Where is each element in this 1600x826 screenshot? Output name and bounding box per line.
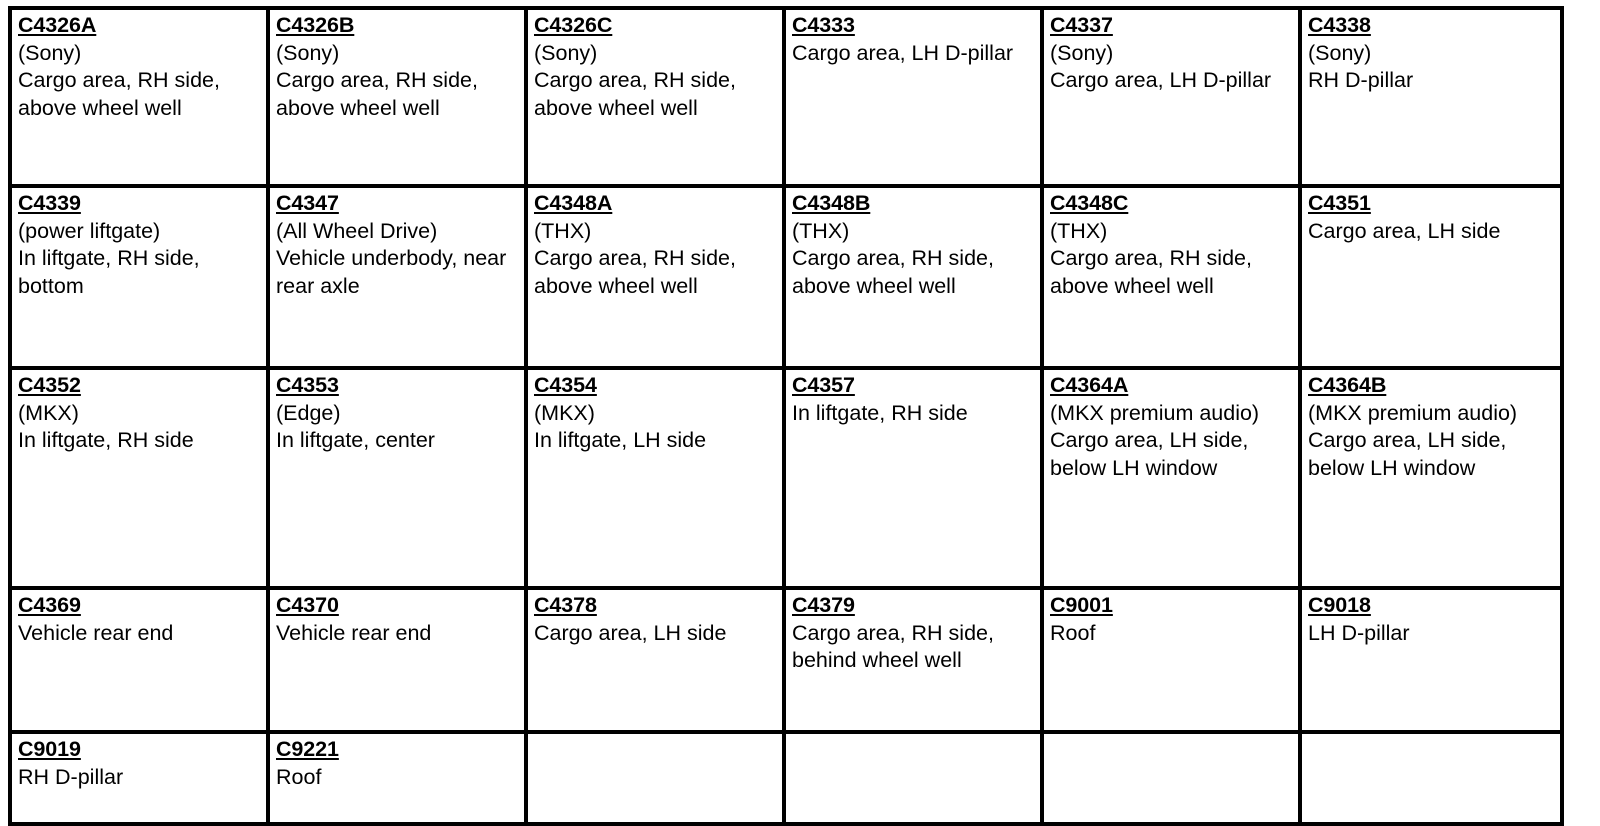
connector-code: C9001 bbox=[1050, 593, 1113, 617]
connector-location: In liftgate, RH side bbox=[792, 400, 968, 425]
connector-qualifier: (Edge) bbox=[276, 400, 341, 425]
table-cell bbox=[270, 734, 528, 822]
table-row bbox=[12, 10, 1560, 188]
table-cell bbox=[12, 590, 270, 734]
table-cell bbox=[528, 590, 786, 734]
table-cell bbox=[528, 370, 786, 590]
connector-qualifier: (THX) bbox=[534, 218, 592, 243]
connector-qualifier: (THX) bbox=[792, 218, 850, 243]
connector-location: Vehicle rear end bbox=[18, 620, 174, 645]
table-cell bbox=[1302, 590, 1560, 734]
connector-qualifier: (Sony) bbox=[1050, 40, 1114, 65]
connector-location: RH D-pillar bbox=[18, 764, 124, 789]
connector-qualifier: (All Wheel Drive) bbox=[276, 218, 438, 243]
connector-qualifier: (Sony) bbox=[1308, 40, 1372, 65]
table-cell bbox=[270, 590, 528, 734]
connector-location: Roof bbox=[1050, 620, 1096, 645]
connector-code: C4347 bbox=[276, 191, 339, 215]
connector-location: Cargo area, RH side, above wheel well bbox=[1050, 246, 1252, 299]
table-row bbox=[12, 734, 1560, 822]
connector-location: Vehicle rear end bbox=[276, 620, 432, 645]
connector-location: In liftgate, RH side, bottom bbox=[18, 246, 200, 299]
connector-code: C4379 bbox=[792, 593, 855, 617]
table-cell-empty bbox=[1044, 734, 1302, 822]
table-cell bbox=[1302, 10, 1560, 188]
connector-location: In liftgate, center bbox=[276, 428, 435, 453]
connector-code: C4357 bbox=[792, 373, 855, 397]
connector-location: Cargo area, LH side bbox=[534, 620, 727, 645]
connector-code: C9018 bbox=[1308, 593, 1371, 617]
table-cell bbox=[270, 188, 528, 370]
table-cell bbox=[1044, 10, 1302, 188]
connector-code: C4326C bbox=[534, 13, 613, 37]
connector-code: C4352 bbox=[18, 373, 81, 397]
table-row bbox=[12, 188, 1560, 370]
connector-location: Vehicle underbody, near rear axle bbox=[276, 246, 507, 299]
connector-location: Cargo area, LH side, below LH window bbox=[1308, 428, 1507, 481]
connector-code: C4378 bbox=[534, 593, 597, 617]
connector-qualifier: (Sony) bbox=[276, 40, 340, 65]
table-cell bbox=[1044, 370, 1302, 590]
table-cell bbox=[270, 370, 528, 590]
table-cell-empty bbox=[1302, 734, 1560, 822]
connector-code: C4348C bbox=[1050, 191, 1129, 215]
connector-code: C4351 bbox=[1308, 191, 1371, 215]
connector-location: Cargo area, RH side, behind wheel well bbox=[792, 620, 994, 673]
connector-code: C9019 bbox=[18, 737, 81, 761]
connector-code: C4337 bbox=[1050, 13, 1113, 37]
table-cell bbox=[1302, 370, 1560, 590]
table-cell bbox=[12, 188, 270, 370]
connector-location: In liftgate, LH side bbox=[534, 428, 707, 453]
table-cell bbox=[1302, 188, 1560, 370]
table-cell bbox=[1044, 590, 1302, 734]
connector-location: Cargo area, RH side, above wheel well bbox=[18, 68, 220, 121]
table-cell bbox=[528, 188, 786, 370]
table-cell bbox=[12, 734, 270, 822]
connector-code: C4369 bbox=[18, 593, 81, 617]
connector-qualifier: (THX) bbox=[1050, 218, 1108, 243]
connector-code: C4364B bbox=[1308, 373, 1387, 397]
connector-location: LH D-pillar bbox=[1308, 620, 1410, 645]
connector-location: Cargo area, LH D-pillar bbox=[792, 40, 1014, 65]
table-cell bbox=[786, 370, 1044, 590]
connector-code: C4353 bbox=[276, 373, 339, 397]
connector-location: Cargo area, LH D-pillar bbox=[1050, 68, 1272, 93]
connector-code: C4370 bbox=[276, 593, 339, 617]
document-page bbox=[0, 6, 1600, 818]
connector-location: RH D-pillar bbox=[1308, 68, 1414, 93]
connector-code: C9221 bbox=[276, 737, 339, 761]
connector-location: Cargo area, RH side, above wheel well bbox=[534, 246, 736, 299]
connector-location: Roof bbox=[276, 764, 322, 789]
connector-code: C4333 bbox=[792, 13, 855, 37]
connector-location: Cargo area, LH side, below LH window bbox=[1050, 428, 1249, 481]
table-row bbox=[12, 590, 1560, 734]
connector-code: C4338 bbox=[1308, 13, 1371, 37]
table-cell bbox=[1044, 188, 1302, 370]
connector-qualifier: (MKX) bbox=[534, 400, 595, 425]
connector-code: C4326B bbox=[276, 13, 355, 37]
table-cell-empty bbox=[528, 734, 786, 822]
connector-qualifier: (Sony) bbox=[534, 40, 598, 65]
connector-location: In liftgate, RH side bbox=[18, 428, 194, 453]
table-cell bbox=[12, 10, 270, 188]
table-row bbox=[12, 370, 1560, 590]
connector-location: Cargo area, RH side, above wheel well bbox=[534, 68, 736, 121]
connector-code: C4364A bbox=[1050, 373, 1129, 397]
connector-qualifier: (MKX premium audio) bbox=[1308, 400, 1518, 425]
connector-code: C4326A bbox=[18, 13, 97, 37]
connector-code: C4339 bbox=[18, 191, 81, 215]
table-cell-empty bbox=[786, 734, 1044, 822]
table-cell bbox=[786, 590, 1044, 734]
connector-qualifier: (MKX) bbox=[18, 400, 79, 425]
connector-qualifier: (Sony) bbox=[18, 40, 82, 65]
connector-code: C4348A bbox=[534, 191, 613, 215]
table-cell bbox=[786, 188, 1044, 370]
connector-code: C4354 bbox=[534, 373, 597, 397]
table-cell bbox=[270, 10, 528, 188]
connector-location: Cargo area, RH side, above wheel well bbox=[792, 246, 994, 299]
connector-qualifier: (power liftgate) bbox=[18, 218, 161, 243]
connector-location: Cargo area, LH side bbox=[1308, 218, 1501, 243]
connector-location: Cargo area, RH side, above wheel well bbox=[276, 68, 478, 121]
connector-code: C4348B bbox=[792, 191, 871, 215]
connector-location-table bbox=[8, 6, 1564, 826]
table-cell bbox=[786, 10, 1044, 188]
table-cell bbox=[528, 10, 786, 188]
table-cell bbox=[12, 370, 270, 590]
connector-qualifier: (MKX premium audio) bbox=[1050, 400, 1260, 425]
